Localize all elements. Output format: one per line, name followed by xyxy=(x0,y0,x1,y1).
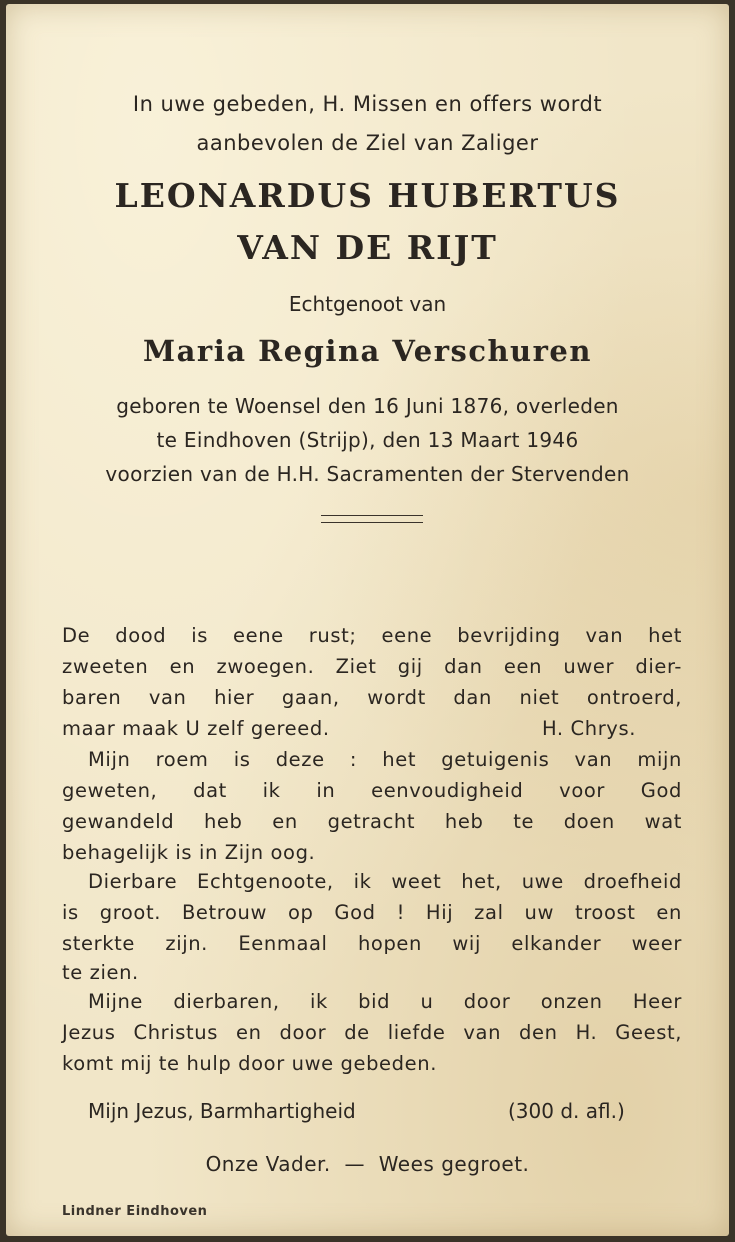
quote-last-text: maar maak U zelf gereed. xyxy=(62,717,330,740)
details-line-2: te Eindhoven (Strijp), den 13 Maart 1946 xyxy=(156,428,579,452)
paragraph-3-line-1: Mijne dierbaren, ik bid u door onzen Heer xyxy=(88,990,682,1013)
quote-line-1: De dood is eene rust; eene bevrijding van het xyxy=(62,624,682,647)
divider-rule-bottom xyxy=(321,522,423,523)
intro-line-1: In uwe gebeden, H. Missen en offers wordt xyxy=(132,92,603,116)
paragraph-2-line-3: sterkte zijn. Eenmaal hopen wij elkander weer xyxy=(62,932,682,955)
paragraph-2-line-4: te zien. xyxy=(62,961,139,984)
paragraph-1-line-3: gewandeld heb en getracht heb te doen wat xyxy=(62,810,682,833)
details-line-3: voorzien van de H.H. Sacramenten der Stervenden xyxy=(105,462,630,486)
quote-line-4 xyxy=(62,717,682,740)
paragraph-2-line-1: Dierbare Echtgenoote, ik weet het, uwe droefheid xyxy=(88,870,682,893)
paragraph-3-line-3: komt mij te hulp door uwe gebeden. xyxy=(62,1052,437,1075)
paragraph-1-line-4: behagelijk is in Zijn oog. xyxy=(62,841,316,864)
quote-line-3: baren van hier gaan, wordt dan niet ontroerd, xyxy=(62,686,682,709)
intro-line-2: aanbevolen de Ziel van Zaliger xyxy=(196,131,539,155)
deceased-first-names: LEONARDUS HUBERTUS xyxy=(114,176,621,215)
spouse-name: Maria Regina Verschuren xyxy=(143,334,592,368)
divider-rule-top xyxy=(321,515,423,516)
paragraph-3-line-2: Jezus Christus en door de liefde van den H. Geest, xyxy=(62,1021,682,1044)
quote-line-2: zweeten en zwoegen. Ziet gij dan een uwer dier- xyxy=(62,655,682,678)
paragraph-1-line-2: geweten, dat ik in eenvoudigheid voor God xyxy=(62,779,682,802)
closing-prayers: Onze Vader. — Wees gegroet. xyxy=(205,1152,530,1176)
paragraph-2-line-2: is groot. Betrouw op God ! Hij zal uw troost en xyxy=(62,901,682,924)
quote-author: H. Chrys. xyxy=(542,717,637,740)
prayer-text: Mijn Jezus, Barmhartigheid xyxy=(88,1099,356,1123)
memorial-card xyxy=(6,4,729,1236)
spouse-label: Echtgenoot van xyxy=(288,292,447,316)
printer-imprint: Lindner Eindhoven xyxy=(62,1204,208,1219)
indulgence-note: (300 d. afl.) xyxy=(508,1099,625,1123)
paragraph-1-line-1: Mijn roem is deze : het getuigenis van mijn xyxy=(88,748,682,771)
details-line-1: geboren te Woensel den 16 Juni 1876, overleden xyxy=(116,394,619,418)
deceased-surname: VAN DE RIJT xyxy=(237,228,498,267)
